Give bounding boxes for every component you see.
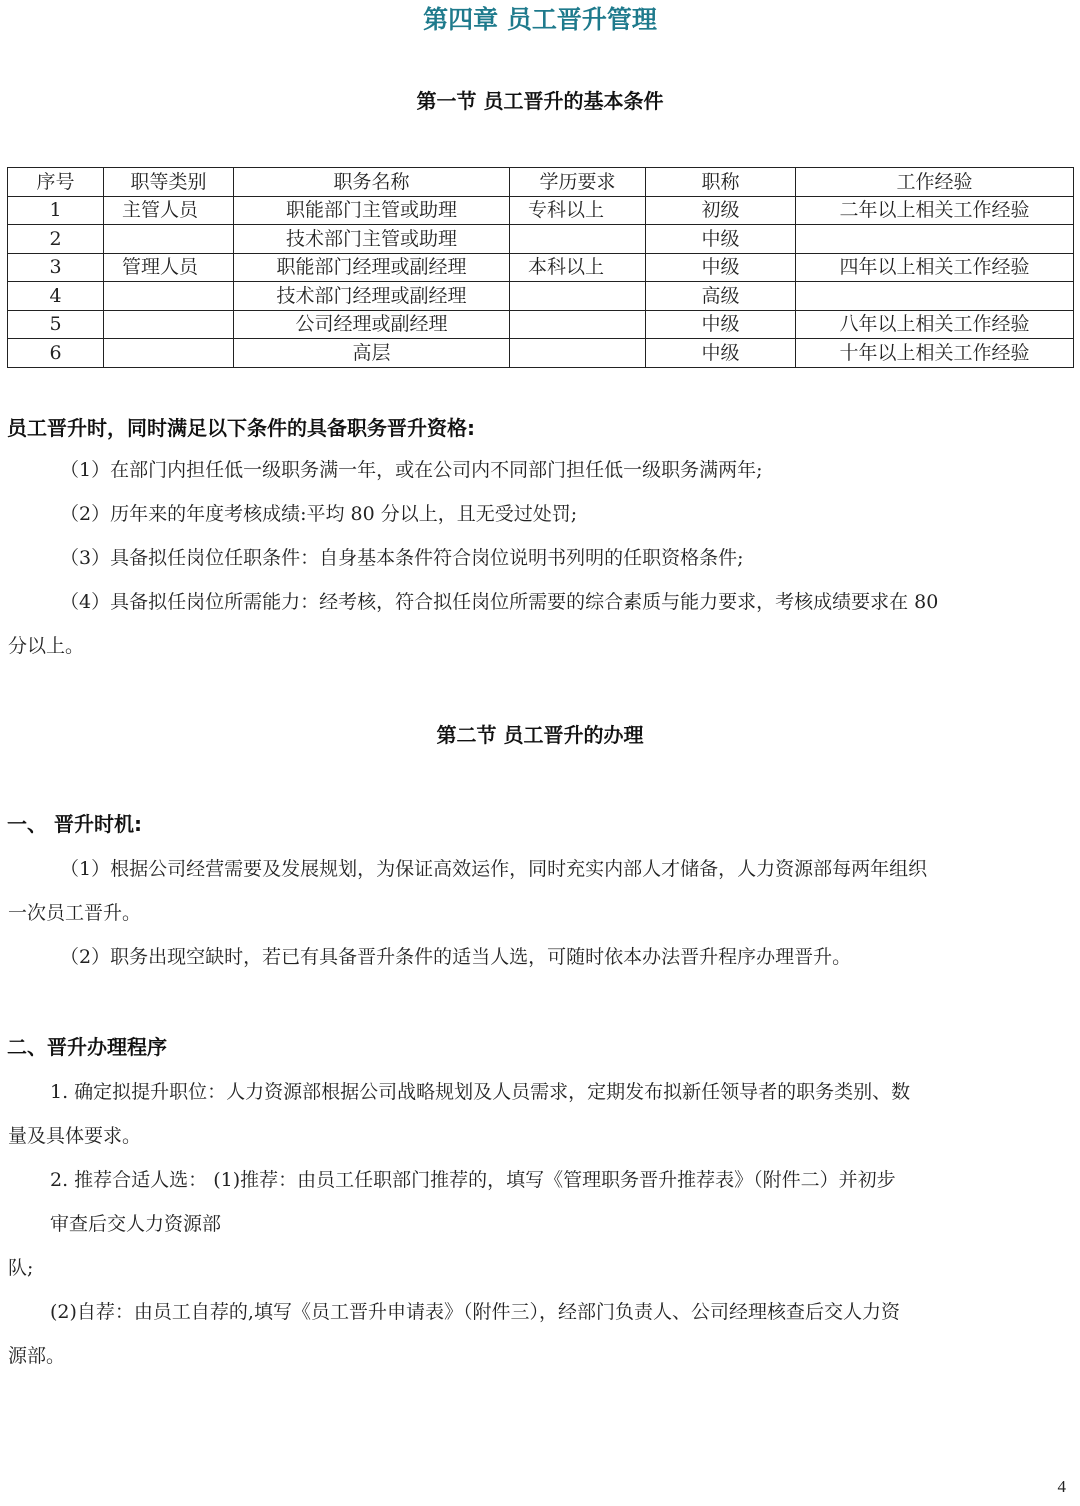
table-header-cell: 序号 xyxy=(8,168,104,197)
table-row xyxy=(8,310,1074,339)
table-cell: 八年以上相关工作经验 xyxy=(796,310,1074,339)
conditions-list xyxy=(8,448,1068,668)
table-cell: 中级 xyxy=(646,310,796,339)
table-cell xyxy=(104,225,234,254)
table-cell: 中级 xyxy=(646,339,796,368)
table-cell xyxy=(104,310,234,339)
table-cell: 四年以上相关工作经验 xyxy=(796,253,1074,282)
promotion-requirements-table xyxy=(7,167,1074,368)
table-cell: 5 xyxy=(8,310,104,339)
table-cell: 中级 xyxy=(646,253,796,282)
table-cell xyxy=(796,282,1074,311)
table-row xyxy=(8,253,1074,282)
timing-item: （1）根据公司经营需要及发展规划，为保证高效运作，同时充实内部人才储备，人力资源部每两年组织 xyxy=(60,858,928,880)
table-cell xyxy=(510,339,646,368)
table-cell xyxy=(104,282,234,311)
procedure-step: (2)自荐：由员工自荐的,填写《员工晋升申请表》（附件三），经部门负责人、公司经理核查后交人力资 xyxy=(50,1301,900,1323)
table-header-row xyxy=(8,168,1074,197)
table-cell: 中级 xyxy=(646,225,796,254)
table-header-cell: 职务名称 xyxy=(234,168,510,197)
table-cell: 专科以上 xyxy=(510,196,646,225)
table-header-cell: 职称 xyxy=(646,168,796,197)
table-cell: 6 xyxy=(8,339,104,368)
condition-item: （4）具备拟任岗位所需能力：经考核，符合拟任岗位所需要的综合素质与能力要求，考核成绩要求在 80 xyxy=(60,591,939,613)
procedure-step-continued: 量及具体要求。 xyxy=(8,1125,142,1147)
section-title-handling: 第二节 员工晋升的办理 xyxy=(436,723,644,747)
table-cell: 本科以上 xyxy=(510,253,646,282)
table-cell: 2 xyxy=(8,225,104,254)
table-cell: 公司经理或副经理 xyxy=(234,310,510,339)
timing-heading: 一、 晋升时机: xyxy=(7,812,142,836)
procedure-heading: 二、晋升办理程序 xyxy=(7,1035,167,1059)
condition-item: （2）历年来的年度考核成绩:平均 80 分以上，且无受过处罚; xyxy=(60,503,578,525)
table-cell xyxy=(104,339,234,368)
table-cell: 高级 xyxy=(646,282,796,311)
page-number: 4 xyxy=(1057,1477,1066,1496)
timing-item: （2）职务出现空缺时，若已有具备晋升条件的适当人选，可随时依本办法晋升程序办理晋升。 xyxy=(60,946,852,968)
table-cell: 十年以上相关工作经验 xyxy=(796,339,1074,368)
procedure-list xyxy=(8,1070,1068,1378)
procedure-step-continued: 源部。 xyxy=(8,1345,66,1367)
table-cell xyxy=(510,310,646,339)
table-cell: 1 xyxy=(8,196,104,225)
table-cell: 管理人员 xyxy=(104,253,234,282)
table-cell: 主管人员 xyxy=(104,196,234,225)
conditions-heading: 员工晋升时，同时满足以下条件的具备职务晋升资格: xyxy=(7,416,475,440)
table-header-cell: 工作经验 xyxy=(796,168,1074,197)
table-cell: 二年以上相关工作经验 xyxy=(796,196,1074,225)
timing-item-continued: 一次员工晋升。 xyxy=(8,902,142,924)
timing-list xyxy=(8,847,1068,979)
table-cell: 技术部门经理或副经理 xyxy=(234,282,510,311)
table-cell: 3 xyxy=(8,253,104,282)
procedure-step-continued: 审查后交人力资源部 xyxy=(50,1213,222,1235)
table-cell: 技术部门主管或助理 xyxy=(234,225,510,254)
table-row xyxy=(8,225,1074,254)
table-row xyxy=(8,282,1074,311)
table-header-cell: 学历要求 xyxy=(510,168,646,197)
condition-item: （3）具备拟任岗位任职条件：自身基本条件符合岗位说明书列明的任职资格条件; xyxy=(60,547,744,569)
table-cell: 高层 xyxy=(234,339,510,368)
section-title-basic-conditions: 第一节 员工晋升的基本条件 xyxy=(416,89,664,113)
table-row xyxy=(8,196,1074,225)
chapter-title: 第四章 员工晋升管理 xyxy=(423,5,657,34)
procedure-step-continued: 队; xyxy=(8,1257,34,1279)
procedure-step: 2. 推荐合适人选： (1)推荐：由员工任职部门推荐的，填写《管理职务晋升推荐表》（附件二）并初步 xyxy=(50,1169,896,1191)
table-row xyxy=(8,339,1074,368)
table-cell: 4 xyxy=(8,282,104,311)
table-cell: 职能部门主管或助理 xyxy=(234,196,510,225)
table-cell xyxy=(510,225,646,254)
condition-item: （1）在部门内担任低一级职务满一年，或在公司内不同部门担任低一级职务满两年; xyxy=(60,459,763,481)
table-cell: 职能部门经理或副经理 xyxy=(234,253,510,282)
table-cell: 初级 xyxy=(646,196,796,225)
procedure-step: 1. 确定拟提升职位：人力资源部根据公司战略规划及人员需求，定期发布拟新任领导者的职务类别、数 xyxy=(50,1081,911,1103)
table-cell xyxy=(510,282,646,311)
table-cell xyxy=(796,225,1074,254)
condition-item-continued: 分以上。 xyxy=(8,635,85,657)
table-header-cell: 职等类别 xyxy=(104,168,234,197)
